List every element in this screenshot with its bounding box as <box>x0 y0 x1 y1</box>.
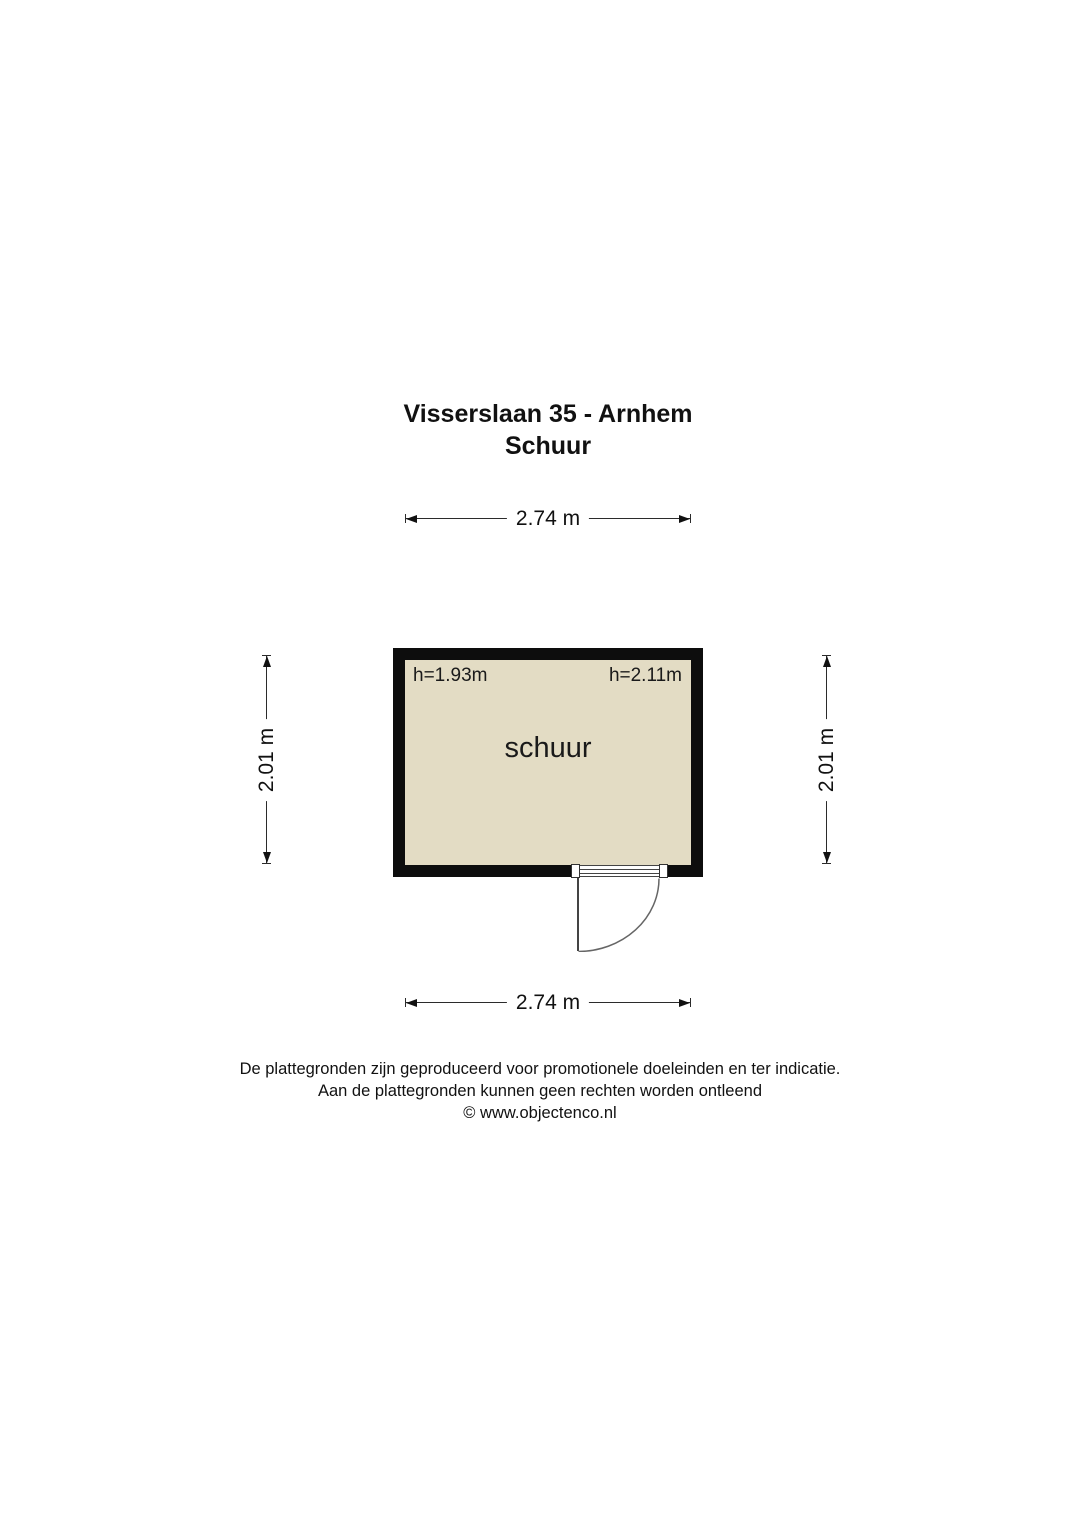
dimension-label-left: 2.01 m <box>255 718 279 800</box>
arrow-left-icon <box>406 515 417 523</box>
dimension-end-tick <box>262 863 271 864</box>
arrow-right-icon <box>679 515 690 523</box>
dimension-label-bottom: 2.74 m <box>507 991 589 1015</box>
arrow-down-icon <box>823 852 831 863</box>
plan-title <box>8 398 1080 462</box>
arrow-down-icon <box>263 852 271 863</box>
dimension-end-tick <box>690 514 691 523</box>
dimension-left <box>252 655 282 864</box>
threshold-line <box>580 873 659 874</box>
door-jamb-right <box>659 864 668 878</box>
disclaimer <box>0 1058 1080 1124</box>
copyright-line: © www.objectenco.nl <box>463 1104 617 1122</box>
arrow-left-icon <box>406 999 417 1007</box>
room-name-label: schuur <box>504 732 592 764</box>
dimension-bottom <box>405 988 691 1018</box>
arrow-right-icon <box>679 999 690 1007</box>
dimension-top <box>405 504 691 534</box>
door-jamb-left <box>571 864 580 878</box>
disclaimer-line-1: De plattegronden zijn geproduceerd voor promotionele doeleinden en ter indicatie. <box>239 1060 841 1078</box>
ceiling-height-right-label: h=2.11m <box>608 665 682 686</box>
door-swing-arc <box>578 878 660 952</box>
room <box>393 648 703 877</box>
disclaimer-line-2: Aan de plattegronden kunnen geen rechten worden ontleend <box>317 1082 763 1100</box>
plan-title-subtitle: Schuur <box>504 432 592 460</box>
threshold-line <box>580 869 659 870</box>
dimension-right <box>812 655 842 864</box>
arrow-up-icon <box>263 656 271 667</box>
dimension-end-tick <box>822 863 831 864</box>
plan-title-address: Visserslaan 35 - Arnhem <box>403 400 693 428</box>
door-threshold <box>580 865 659 877</box>
arrow-up-icon <box>823 656 831 667</box>
dimension-end-tick <box>690 998 691 1007</box>
dimension-label-right: 2.01 m <box>815 718 839 800</box>
ceiling-height-left-label: h=1.93m <box>413 665 488 686</box>
dimension-label-top: 2.74 m <box>507 507 589 531</box>
